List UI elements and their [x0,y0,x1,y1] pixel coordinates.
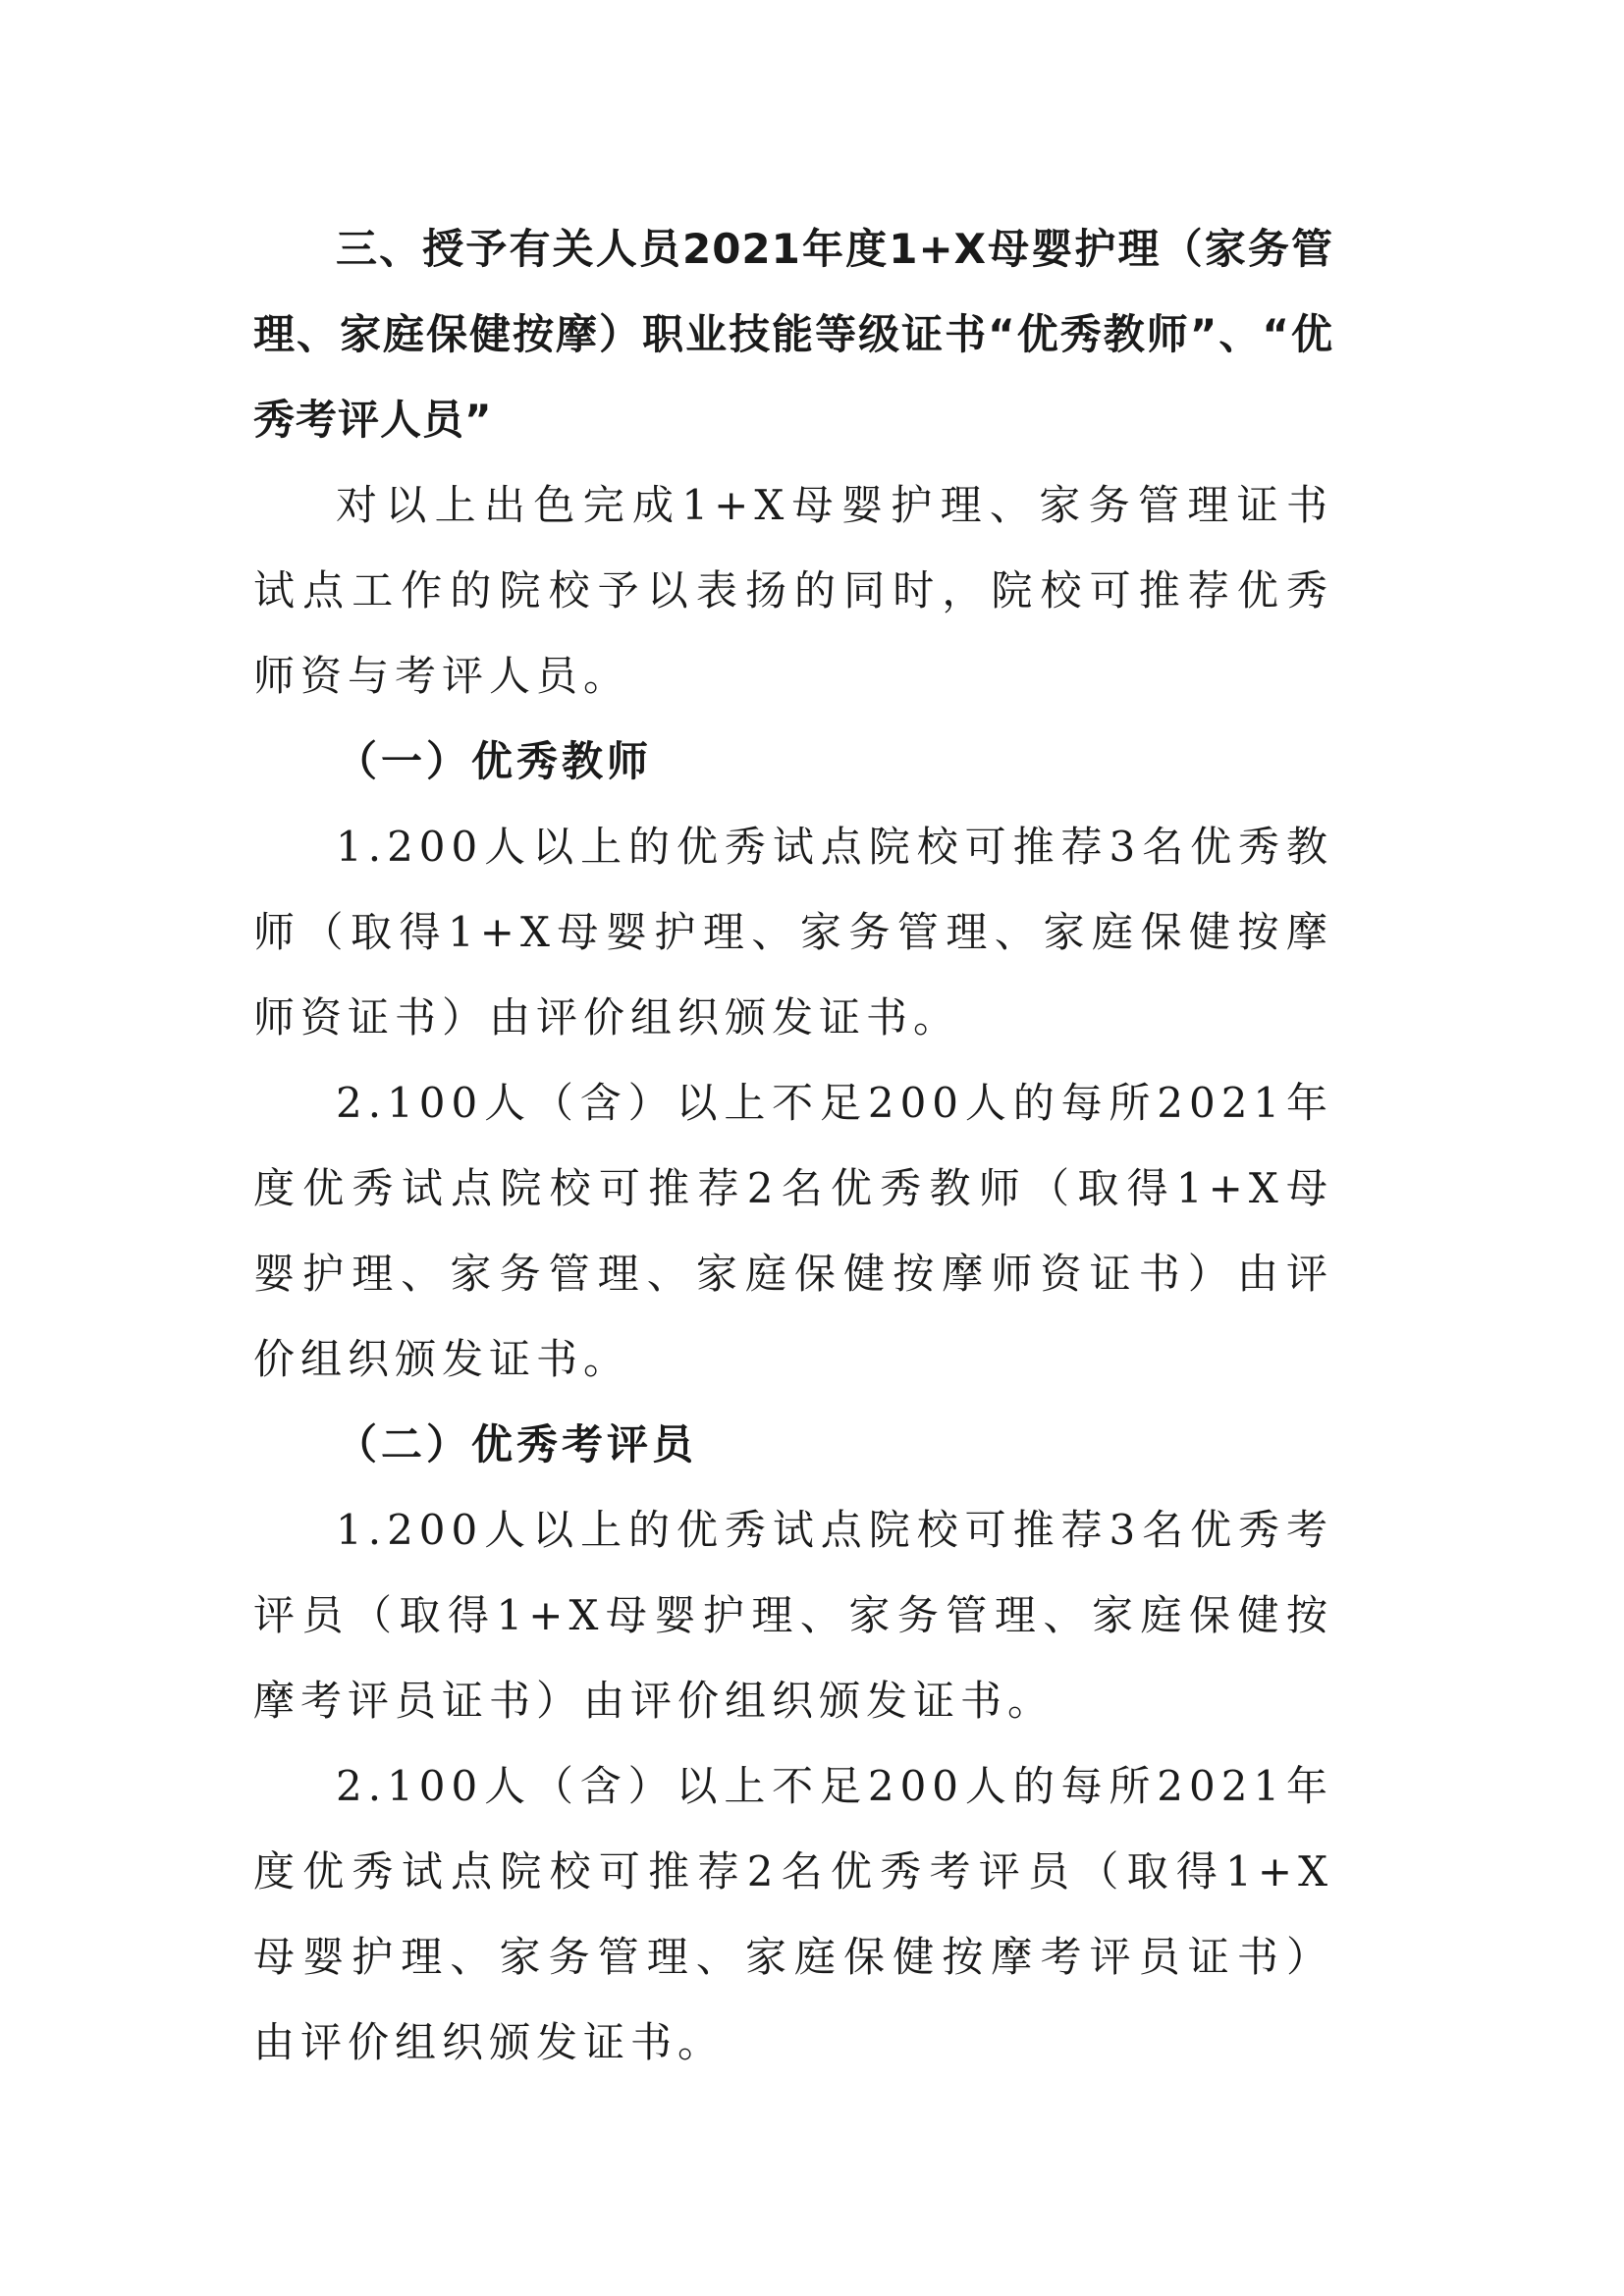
excellent-examiner-item-1: 1.200人以上的优秀试点院校可推荐3名优秀考评员（取得1+X母婴护理、家务管理、家庭保健按摩考评员证书）由评价组织颁发证书。 [253,1506,1333,1725]
excellent-teacher-item-2: 2.100人（含）以上不足200人的每所2021年度优秀试点院校可推荐2名优秀教师（取得1+X母婴护理、家务管理、家庭保健按摩师资证书）由评价组织颁发证书。 [253,1079,1333,1383]
excellent-examiner-heading: （二）优秀考评员 [336,1420,698,1468]
document-body [253,206,1333,2085]
excellent-teacher-item-1: 1.200人以上的优秀试点院校可推荐3名优秀教师（取得1+X母婴护理、家务管理、家庭保健按摩师资证书）由评价组织颁发证书。 [253,823,1333,1041]
excellent-examiner-item-2: 2.100人（含）以上不足200人的每所2021年度优秀试点院校可推荐2名优秀考评员（取得1+X母婴护理、家务管理、家庭保健按摩考评员证书）由评价组织颁发证书。 [253,1762,1333,2066]
excellent-teacher-heading: （一）优秀教师 [336,737,653,785]
intro-paragraph: 对以上出色完成1+X母婴护理、家务管理证书试点工作的院校予以表扬的同时，院校可推荐优秀师资与考评人员。 [253,481,1333,700]
section-title: 三、授予有关人员2021年度1+X母婴护理（家务管理、家庭保健按摩）职业技能等级证书“优秀教师”、“优秀考评人员” [253,225,1333,444]
